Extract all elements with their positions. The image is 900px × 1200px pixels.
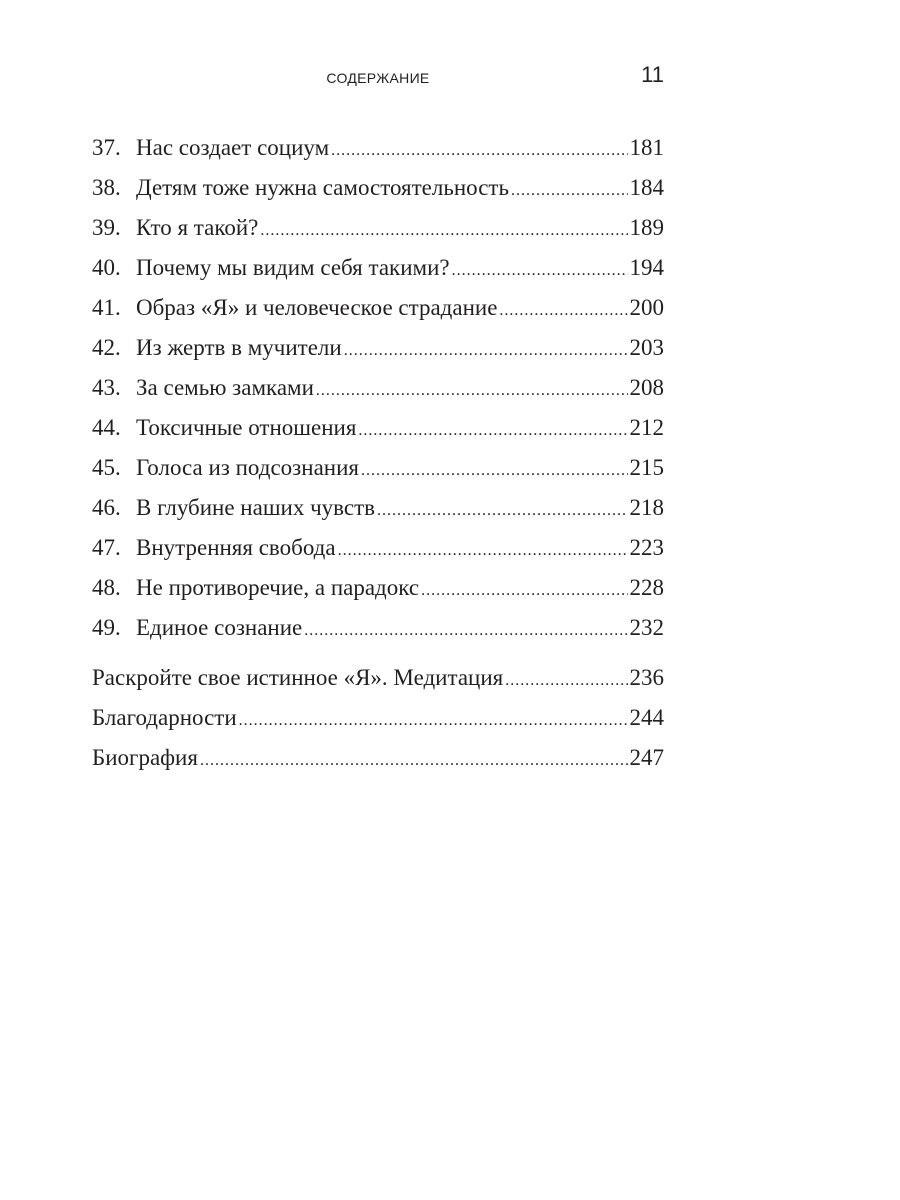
page-number: 11 <box>641 62 664 87</box>
toc-entry-page: 232 <box>629 615 664 640</box>
toc-entry-47 <box>92 528 664 568</box>
toc-entry-page: 218 <box>629 495 664 520</box>
dot-leader <box>260 208 627 251</box>
toc-entry-title: Кто я такой? <box>136 215 259 240</box>
toc-entry-46 <box>92 488 664 528</box>
toc-entry-45 <box>92 448 664 488</box>
dot-leader <box>499 288 627 331</box>
toc-entry-title: Почему мы видим себя такими? <box>136 255 450 280</box>
toc-entry-title: Нас создает социум <box>136 135 330 160</box>
dot-leader <box>361 448 628 491</box>
toc-entry-38 <box>92 168 664 208</box>
toc-entry-number: 40. <box>92 255 121 280</box>
dot-leader <box>331 128 627 171</box>
toc-entry-title: Не противоречие, а парадокс <box>136 575 420 600</box>
toc-entry-page: 247 <box>629 745 664 770</box>
toc-entry-title: Раскройте свое истинное «Я». Медитация <box>92 665 504 690</box>
toc-entry-title: Внутренняя свобода <box>136 535 336 560</box>
dot-leader <box>239 698 628 741</box>
dot-leader <box>304 608 627 651</box>
toc-entry-page: 208 <box>629 375 664 400</box>
toc-entry-title: Голоса из подсознания <box>136 455 359 480</box>
toc-entry-41 <box>92 288 664 328</box>
toc-entry-page: 244 <box>629 705 664 730</box>
toc-entry-title: Биография <box>92 745 198 770</box>
toc-entry-title: Из жертв в мучители <box>136 335 342 360</box>
toc-entry-biography <box>92 738 664 778</box>
toc-entry-number: 49. <box>92 615 121 640</box>
toc-entry-42 <box>92 328 664 368</box>
toc-entry-page: 184 <box>629 175 664 200</box>
dot-leader <box>421 568 627 611</box>
toc-entry-40 <box>92 248 664 288</box>
toc-entry-title: Благодарности <box>92 705 237 730</box>
dot-leader <box>358 408 627 451</box>
dot-leader <box>344 328 628 371</box>
toc-entry-title: Образ «Я» и человеческое страдание <box>136 295 498 320</box>
toc-entry-49 <box>92 608 664 648</box>
toc-entry-number: 45. <box>92 455 121 480</box>
toc-entry-page: 194 <box>629 255 664 280</box>
toc-entry-page: 228 <box>629 575 664 600</box>
toc-entry-page: 212 <box>629 415 664 440</box>
toc-entry-number: 47. <box>92 535 121 560</box>
toc-entry-title: Токсичные отношения <box>136 415 357 440</box>
toc-entry-number: 42. <box>92 335 121 360</box>
section-title: СОДЕРЖАНИЕ <box>326 70 430 86</box>
toc-entry-number: 39. <box>92 215 121 240</box>
dot-leader <box>316 368 628 411</box>
toc-entry-page: 223 <box>629 535 664 560</box>
dot-leader <box>200 738 628 781</box>
toc-entry-page: 215 <box>629 455 664 480</box>
toc-entry-44 <box>92 408 664 448</box>
toc-entry-number: 48. <box>92 575 121 600</box>
toc-entry-page: 181 <box>629 135 664 160</box>
toc-entry-title: Детям тоже нужна самостоятельность <box>136 175 509 200</box>
toc-entry-title: Единое сознание <box>136 615 303 640</box>
toc-entry-page: 203 <box>629 335 664 360</box>
dot-leader <box>505 658 627 701</box>
dot-leader <box>377 488 627 531</box>
running-head <box>92 62 664 96</box>
toc-entry-number: 41. <box>92 295 121 320</box>
dot-leader <box>338 528 628 571</box>
toc-entry-number: 44. <box>92 415 121 440</box>
dot-leader <box>452 248 628 291</box>
toc-entry-title: В глубине наших чувств <box>136 495 376 520</box>
toc-entry-48 <box>92 568 664 608</box>
toc-entry-title: За семью замками <box>136 375 314 400</box>
toc-entry-page: 236 <box>629 665 664 690</box>
table-of-contents <box>92 128 664 778</box>
toc-entry-acknowledgements <box>92 698 664 738</box>
toc-entry-number: 37. <box>92 135 121 160</box>
toc-entry-number: 38. <box>92 175 121 200</box>
toc-entry-number: 43. <box>92 375 121 400</box>
toc-entry-43 <box>92 368 664 408</box>
toc-entry-39 <box>92 208 664 248</box>
toc-entry-page: 189 <box>629 215 664 240</box>
toc-entry-meditation <box>92 658 664 698</box>
toc-entry-page: 200 <box>629 295 664 320</box>
dot-leader <box>511 168 628 211</box>
toc-entry-number: 46. <box>92 495 121 520</box>
toc-entry-37 <box>92 128 664 168</box>
